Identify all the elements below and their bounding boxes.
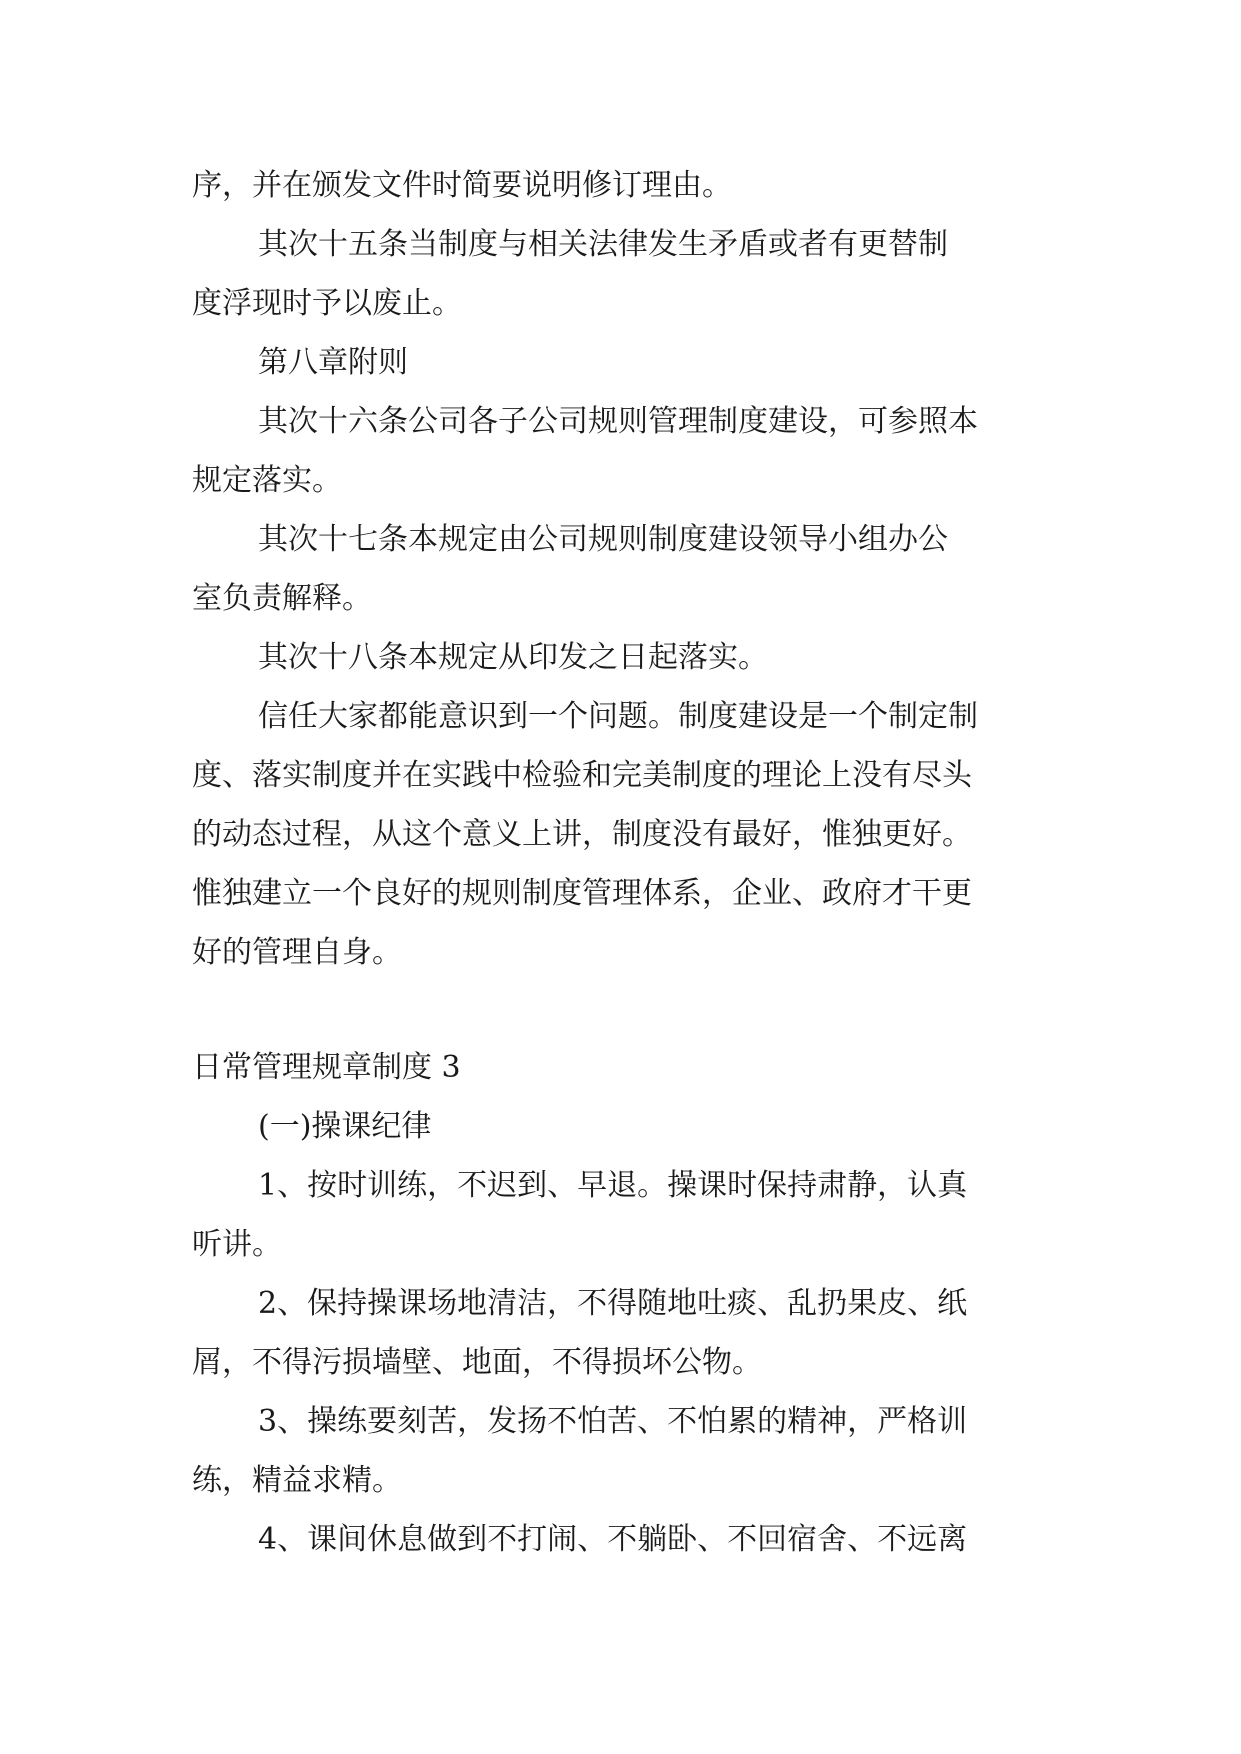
text-line: 信任大家都能意识到一个问题。制度建设是一个制定制 [258,699,978,734]
text-line: 规定落实。 [192,463,342,498]
text-line: 其次十八条本规定从印发之日起落实。 [258,640,768,675]
text-line: 度浮现时予以废止。 [192,286,462,321]
text-line: 其次十七条本规定由公司规则制度建设领导小组办公 [258,522,948,557]
text-line: 其次十六条公司各子公司规则管理制度建设，可参照本 [258,404,978,439]
text-line: 听讲。 [192,1227,282,1262]
chapter-heading: 第八章附则 [258,345,408,380]
text-line: 2、保持操课场地清洁，不得随地吐痰、乱扔果皮、纸 [258,1286,968,1321]
text-line: 4、课间休息做到不打闹、不躺卧、不回宿舍、不远离 [258,1522,968,1557]
text-line: 室负责解释。 [192,581,372,616]
subsection-title: (一)操课纪律 [258,1109,432,1144]
text-line: 惟独建立一个良好的规则制度管理体系，企业、政府才干更 [192,876,972,911]
section-title: 日常管理规章制度 3 [192,1050,461,1085]
text-line: 1、按时训练，不迟到、早退。操课时保持肃静，认真 [258,1168,968,1203]
text-line: 屑，不得污损墙壁、地面，不得损坏公物。 [192,1345,762,1380]
text-line: 练，精益求精。 [192,1463,402,1498]
text-line: 度、落实制度并在实践中检验和完美制度的理论上没有尽头 [192,758,972,793]
text-line: 序，并在颁发文件时简要说明修订理由。 [192,168,732,203]
text-line: 3、操练要刻苦，发扬不怕苦、不怕累的精神，严格训 [258,1404,968,1439]
text-line: 其次十五条当制度与相关法律发生矛盾或者有更替制 [258,227,948,262]
text-line: 好的管理自身。 [192,935,402,970]
text-line: 的动态过程，从这个意义上讲，制度没有最好，惟独更好。 [192,817,972,852]
